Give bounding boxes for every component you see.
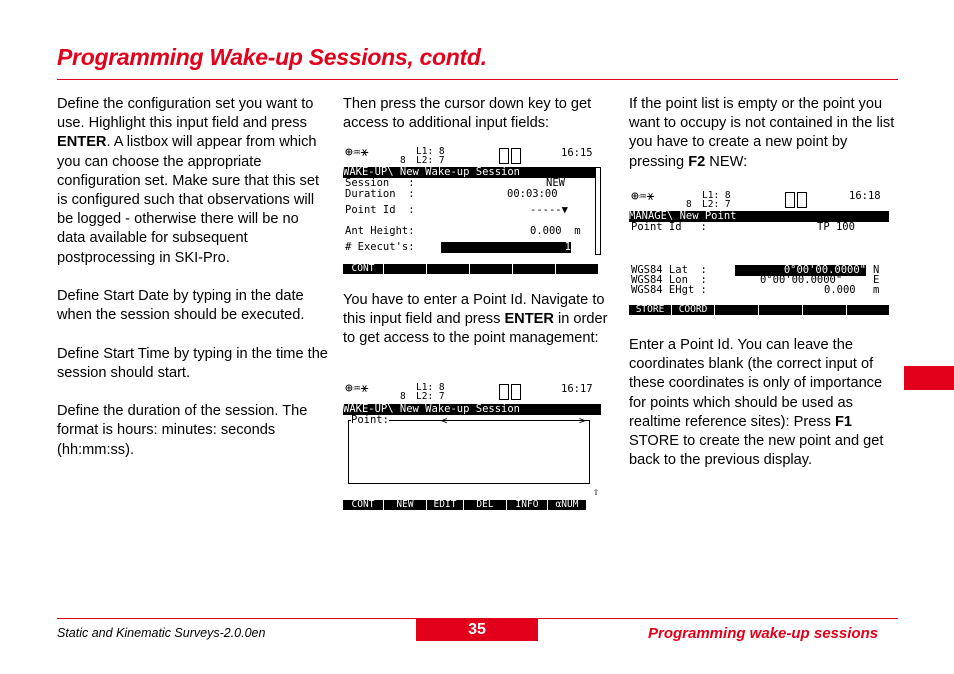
screen-header: WAKE-UP\ New Wake-up Session	[343, 167, 595, 178]
ant-height-value[interactable]: 0.000 m	[530, 225, 581, 237]
softkey-f1-store[interactable]: STORE	[629, 305, 671, 315]
screen-header: MANAGE\ New Point	[629, 211, 889, 222]
wgs84-lat-value[interactable]: 0°00'00.0000"	[735, 265, 866, 276]
softkey-f1-cont[interactable]: CONT	[343, 264, 383, 274]
softkey-f5[interactable]	[513, 264, 555, 274]
l2-satellite-count: L2: 7	[416, 391, 445, 402]
softkey-f2[interactable]	[384, 264, 426, 274]
softkey-f4-del[interactable]: DEL	[464, 500, 506, 510]
softkey-f2-new[interactable]: NEW	[384, 500, 426, 510]
screen-header: WAKE-UP\ New Wake-up Session	[343, 404, 601, 415]
point-listbox[interactable]	[348, 420, 590, 484]
duration-label: Duration :	[345, 188, 415, 200]
softkey-f3-edit[interactable]: EDIT	[427, 500, 463, 510]
clock-time: 16:17	[561, 383, 593, 395]
satellites-tracked: 8	[400, 155, 406, 166]
wgs84-ehgt-value[interactable]: 0.000	[824, 284, 856, 296]
status-icons: ⊕♒⚹	[345, 381, 369, 396]
clock-time: 16:15	[561, 147, 593, 159]
wgs84-ehgt-label: WGS84 EHgt :	[631, 284, 707, 296]
col1-paragraph-3: Define Start Time by typing in the time the session should start.	[57, 345, 328, 381]
l2-satellite-count: L2: 7	[702, 199, 731, 210]
page-number: 35	[416, 619, 538, 641]
softkey-bar	[343, 264, 599, 274]
lcd-screen-new-point	[629, 188, 891, 320]
battery-icon	[511, 384, 521, 400]
battery-icon	[511, 148, 521, 164]
battery-icon	[797, 192, 807, 208]
softkey-f3[interactable]	[427, 264, 469, 274]
column-3-intro	[629, 95, 895, 191]
softkey-f4[interactable]	[470, 264, 512, 274]
softkey-f6[interactable]	[847, 305, 889, 315]
wgs84-ehgt-unit: m	[873, 284, 880, 296]
satellites-tracked: 8	[400, 391, 406, 402]
point-scroll-right-icon[interactable]: >	[579, 415, 586, 427]
lcd-screen-point-management	[343, 380, 603, 512]
l2-satellite-count: L2: 7	[416, 155, 445, 166]
col1-paragraph-1: Define the configuration set you want to use. Highlight this input field and press ENTER. A listbox will appear from which you can choose the appropriate configuration set. Make sure that this set is configured such that observations will be logged - otherwise there will be no data available for subsequent postprocessing in SKI-Pro.	[57, 96, 320, 266]
wgs84-lat-label: WGS84 Lat :	[631, 264, 707, 276]
col2-paragraph-1: Then press the cursor down key to get access to additional input fields:	[343, 96, 592, 132]
softkey-f5[interactable]	[803, 305, 846, 315]
page-title: Programming Wake-up Sessions, contd.	[57, 44, 487, 70]
softkey-bar	[629, 305, 890, 315]
l1-satellite-count: L1: 8	[416, 382, 445, 393]
point-scroll-left-icon[interactable]: <	[441, 415, 448, 427]
wgs84-lat-hemisphere: N	[873, 264, 880, 276]
softkey-f6[interactable]	[556, 264, 598, 274]
col1-paragraph-2: Define Start Date by typing in the date when the session should be executed.	[57, 288, 305, 324]
footer-document-title: Static and Kinematic Surveys-2.0.0en	[57, 626, 266, 640]
point-id-value[interactable]: TP 100	[817, 221, 855, 233]
section-tab-marker	[904, 366, 954, 390]
softkey-bar	[343, 500, 587, 510]
l1-satellite-count: L1: 8	[416, 146, 445, 157]
column-2-mid	[343, 291, 608, 368]
softkey-f6-alphanum[interactable]: αNUM	[548, 500, 586, 510]
scrollbar[interactable]	[595, 167, 601, 255]
wgs84-lon-hemisphere: E	[873, 274, 880, 286]
l1-satellite-count: L1: 8	[702, 190, 731, 201]
ant-height-label: Ant Height:	[345, 225, 415, 237]
wgs84-lon-value[interactable]: 0°00'00.0000"	[760, 274, 843, 286]
column-3-lower	[629, 336, 895, 490]
softkey-f5-info[interactable]: INFO	[507, 500, 547, 510]
clock-time: 16:18	[849, 190, 881, 202]
satellites-tracked: 8	[686, 199, 692, 210]
column-1	[57, 95, 329, 479]
status-icons: ⊕♒⚹	[345, 145, 369, 160]
title-rule	[57, 79, 898, 80]
executions-value[interactable]: 1	[441, 242, 571, 253]
duration-value[interactable]: 00:03:00	[507, 188, 558, 200]
footer-section-title: Programming wake-up sessions	[648, 625, 879, 642]
softkey-f3[interactable]	[715, 305, 758, 315]
softkey-f1-cont[interactable]: CONT	[343, 500, 383, 510]
shift-icon: ⇧	[593, 486, 600, 498]
memory-icon	[499, 148, 509, 164]
point-label: Point:	[351, 414, 389, 426]
executions-label: # Execut's:	[345, 241, 415, 253]
session-label: Session :	[345, 177, 415, 189]
memory-icon	[785, 192, 795, 208]
point-id-label: Point Id :	[631, 221, 707, 233]
lcd-screen-wakeup-session	[343, 144, 603, 276]
col1-paragraph-4: Define the duration of the session. The format is hours: minutes: seconds (hh:mm:ss).	[57, 403, 308, 458]
softkey-f2-coord[interactable]: COORD	[672, 305, 714, 315]
point-id-label: Point Id :	[345, 204, 415, 216]
session-value[interactable]: NEW	[546, 177, 565, 189]
status-icons: ⊕♒⚹	[631, 189, 655, 204]
col3-paragraph-1: If the point list is empty or the point you want to occupy is not contained in the list you have to create a new point by pressing F2 NEW:	[629, 96, 895, 170]
wgs84-lon-label: WGS84 Lon :	[631, 274, 707, 286]
softkey-f4[interactable]	[759, 305, 802, 315]
col3-paragraph-2: Enter a Point Id. You can leave the coordinates blank (the correct input of these coordinates is only of importance for points which should be used as realtime reference sites): Press F1 STORE to create the new point and get back to the previous display.	[629, 337, 884, 469]
point-id-value[interactable]: -----▼	[530, 204, 568, 216]
memory-icon	[499, 384, 509, 400]
col2-paragraph-2: You have to enter a Point Id. Navigate to this input field and press ENTER in order to get access to the point management:	[343, 292, 608, 347]
